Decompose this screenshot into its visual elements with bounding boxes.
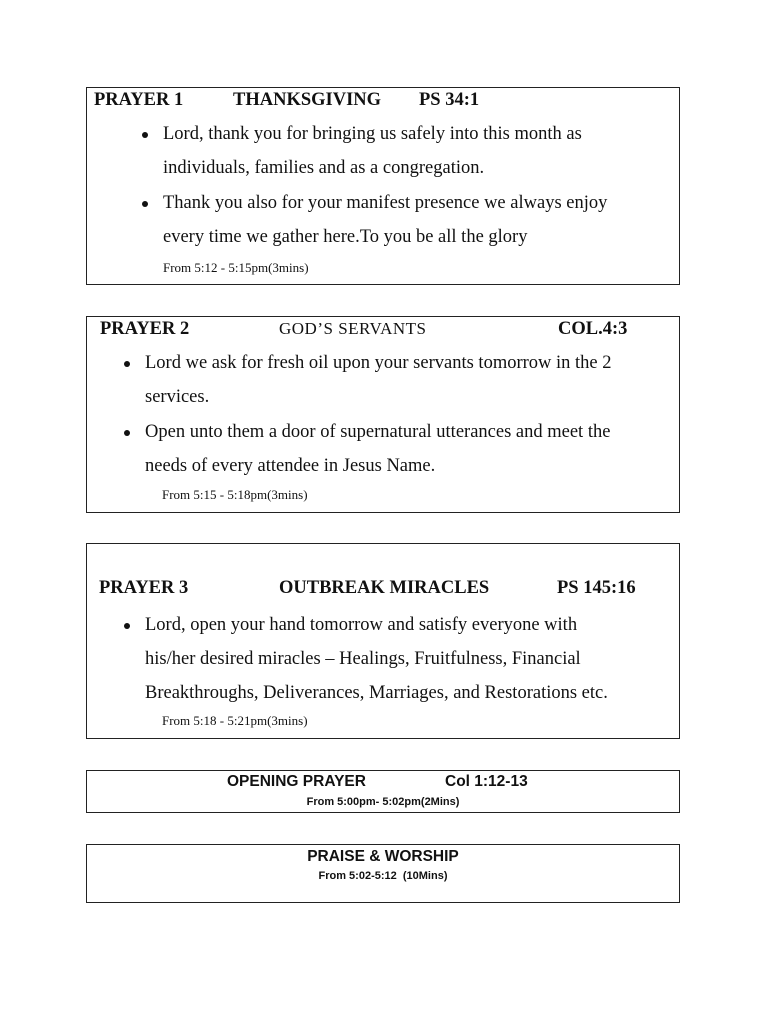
opening-prayer-box (86, 770, 680, 813)
opening-prayer-scripture: Col 1:12-13 (445, 773, 528, 790)
opening-prayer-time: From 5:00pm- 5:02pm(2Mins) (306, 796, 460, 808)
bullet-dot (124, 361, 130, 367)
prayer-2-scripture: COL.4:3 (558, 319, 628, 339)
bullet-dot (142, 132, 148, 138)
prayer-2-bullet-1: Lord we ask for fresh oil upon your servants tomorrow in the 2 services. (145, 346, 612, 414)
prayer-1-theme: THANKSGIVING (233, 90, 382, 110)
prayer-3-theme: OUTBREAK MIRACLES (279, 578, 490, 598)
bullet-dot (124, 430, 130, 436)
prayer-3-bullet-1: Lord, open your hand tomorrow and satisfy everyone with his/her desired miracles – Healings, Fruitfulness, Financial Breakthroughs, Deliverances, Marriages, and Restorations etc. (145, 608, 608, 710)
prayer-1-bullet-1: Lord, thank you for bringing us safely into this month as individuals, families and as a congregation. (163, 117, 582, 185)
prayer-1-label: PRAYER 1 (94, 90, 184, 110)
prayer-3-label: PRAYER 3 (99, 578, 189, 598)
prayer-2-box (86, 316, 680, 513)
praise-worship-box (86, 844, 680, 903)
prayer-2-bullet-2: Open unto them a door of supernatural utterances and meet the needs of every attendee in Jesus Name. (145, 415, 610, 483)
prayer-3-box (86, 543, 680, 739)
opening-prayer-title: OPENING PRAYER (227, 773, 366, 790)
praise-worship-time: From 5:02-5:12 (10Mins) (318, 870, 448, 882)
bullet-dot (124, 623, 130, 629)
prayer-1-time: From 5:12 - 5:15pm(3mins) (163, 260, 309, 275)
prayer-3-scripture: PS 145:16 (557, 578, 636, 598)
prayer-1-box (86, 87, 680, 285)
prayer-2-label: PRAYER 2 (100, 319, 190, 339)
prayer-1-bullet-2: Thank you also for your manifest presence we always enjoy every time we gather here.To you be all the glory (163, 186, 607, 254)
praise-worship-title: PRAISE & WORSHIP (307, 848, 459, 865)
bullet-dot (142, 201, 148, 207)
prayer-2-time: From 5:15 - 5:18pm(3mins) (162, 487, 308, 502)
prayer-2-theme: GOD’S SERVANTS (279, 319, 427, 338)
prayer-3-time: From 5:18 - 5:21pm(3mins) (162, 713, 308, 728)
prayer-1-scripture: PS 34:1 (419, 90, 480, 110)
